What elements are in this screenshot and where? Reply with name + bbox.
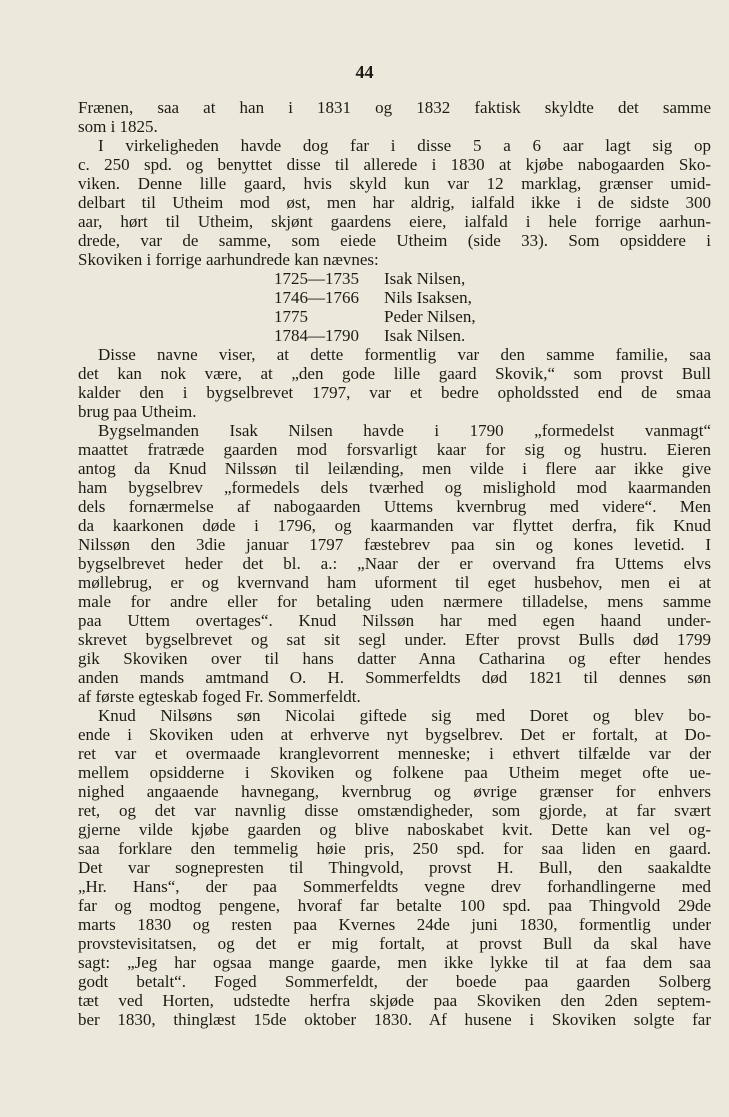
text-line: viken. Denne lille gaard, hvis skyld kun var 12 marklag, grænser umid- bbox=[78, 174, 711, 193]
text-line: gjerne vilde kjøbe gaarden og blive naboskabet kvit. Dette kan vel og- bbox=[78, 820, 711, 839]
paragraph-start-line: Disse navne viser, at dette formentlig var den samme familie, saa bbox=[98, 345, 711, 364]
text-line: nighed angaaende havnegang, kvernbrug og øvrige grænser for enhvers bbox=[78, 782, 711, 801]
page-number: 44 bbox=[355, 62, 374, 82]
text-line: ber 1830, thinglæst 15de oktober 1830. Af husene i Skoviken solgte far bbox=[78, 1010, 711, 1029]
text-line: gik Skoviken over til hans datter Anna Catharina og efter hendes bbox=[78, 649, 711, 668]
text-line: Nilssøn den 3die januar 1797 fæstebrev paa sin og kones levetid. I bbox=[78, 535, 711, 554]
owner-name: Peder Nilsen, bbox=[384, 307, 476, 326]
owner-name: Isak Nilsen, bbox=[384, 269, 466, 288]
text-line: møllebrug, er og kvernvand ham uforment til eget husbehov, men ei at bbox=[78, 573, 711, 592]
owner-entry bbox=[78, 307, 711, 326]
text-line: provstevisitatsen, og det er mig fortalt, at provst Bull da skal have bbox=[78, 934, 711, 953]
text-line: far og modtog pengene, hvoraf far betalte 100 spd. paa Thingvold 29de bbox=[78, 896, 711, 915]
text-line: Det var sognepresten til Thingvold, provst H. Bull, den saakaldte bbox=[78, 858, 711, 877]
text-line: male for andre eller for betaling uden nærmere tilladelse, mens samme bbox=[78, 592, 711, 611]
owner-entry bbox=[78, 269, 711, 288]
owner-years: 1775 bbox=[274, 307, 308, 326]
text-line: mellem opsidderne i Skoviken og folkene paa Utheim meget ofte ue- bbox=[78, 763, 711, 782]
owner-entry bbox=[78, 326, 711, 345]
text-line: dels fornærmelse af nabogaarden Uttems kvernbrug med videre“. Men bbox=[78, 497, 711, 516]
text-line: Skoviken i forrige aarhundrede kan nævnes: bbox=[78, 250, 379, 269]
text-line: bygselbrevet heder det bl. a.: „Naar der er overvand fra Uttems elvs bbox=[78, 554, 711, 573]
text-line: sagt: „Jeg har ogsaa mange gaarde, men ikke lykke til at faa dem saa bbox=[78, 953, 711, 972]
body-text bbox=[78, 98, 711, 1029]
text-line: ende i Skoviken uden at erhverve nyt bygselbrev. Det er fortalt, at Do- bbox=[78, 725, 711, 744]
owner-entry bbox=[78, 288, 711, 307]
paragraph-start-line: Knud Nilsøns søn Nicolai giftede sig med Doret og blev bo- bbox=[98, 706, 711, 725]
text-line: godt betalt“. Foged Sommerfeldt, der boede paa gaarden Solberg bbox=[78, 972, 711, 991]
owner-name: Isak Nilsen. bbox=[384, 326, 466, 345]
paragraph-start-line: I virkeligheden havde dog far i disse 5 a 6 aar lagt sig op bbox=[98, 136, 711, 155]
owner-years: 1725—1735 bbox=[274, 269, 359, 288]
text-line: kalder den i bygselbrevet 1797, var et bedre opholdssted end de smaa bbox=[78, 383, 711, 402]
text-line: da kaarkonen døde i 1796, og kaarmanden var flyttet derfra, fik Knud bbox=[78, 516, 711, 535]
text-line: c. 250 spd. og benyttet disse til allerede i 1830 at kjøbe nabogaarden Sko- bbox=[78, 155, 711, 174]
owners-list bbox=[78, 269, 711, 345]
owner-years: 1784—1790 bbox=[274, 326, 359, 345]
text-line: tæt ved Horten, udstedte herfra skjøde paa Skoviken den 2den septem- bbox=[78, 991, 711, 1010]
paragraph-start-line: Bygselmanden Isak Nilsen havde i 1790 „formedelst vanmagt“ bbox=[98, 421, 711, 440]
text-line: delbart til Utheim mod øst, men har aldrig, ialfald ikke i de sidste 300 bbox=[78, 193, 711, 212]
owner-name: Nils Isaksen, bbox=[384, 288, 472, 307]
text-line: aar, hørt til Utheim, skjønt gaardens eiere, ialfald i hele forrige aarhun- bbox=[78, 212, 711, 231]
text-line: brug paa Utheim. bbox=[78, 402, 197, 421]
text-line: maattet fratræde gaarden mod forsvarligt kaar for sig og hustru. Eieren bbox=[78, 440, 711, 459]
text-line: som i 1825. bbox=[78, 117, 158, 136]
text-line: ret, og det var navnlig disse omstændigheder, som gjorde, at far svært bbox=[78, 801, 711, 820]
owner-years: 1746—1766 bbox=[274, 288, 359, 307]
text-line: marts 1830 og resten paa Kvernes 24de juni 1830, formentlig under bbox=[78, 915, 711, 934]
text-line: saa forklare den temmelig høie pris, 250 spd. for saa liden en gaard. bbox=[78, 839, 711, 858]
text-line: det kan nok være, at „den gode lille gaard Skovik,“ som provst Bull bbox=[78, 364, 711, 383]
text-line: drede, var de samme, som eiede Utheim (side 33). Som opsiddere i bbox=[78, 231, 711, 250]
text-line: antog da Knud Nilssøn til leilænding, men vilde i flere aar ikke give bbox=[78, 459, 711, 478]
text-line: ret var et overmaade kranglevorrent menneske; i ethvert tilfælde var der bbox=[78, 744, 711, 763]
text-line: „Hr. Hans“, der paa Sommerfeldts vegne drev forhandlingerne med bbox=[78, 877, 711, 896]
text-line: Frænen, saa at han i 1831 og 1832 faktisk skyldte det samme bbox=[78, 98, 711, 117]
text-line: af første egteskab foged Fr. Sommerfeldt. bbox=[78, 687, 361, 706]
text-line: skrevet bygselbrevet og sat sit segl under. Efter provst Bulls død 1799 bbox=[78, 630, 711, 649]
text-line: ham bygselbrev „formedels dels tværhed og mislighold mod kaarmanden bbox=[78, 478, 711, 497]
text-line: anden mands amtmand O. H. Sommerfeldts død 1821 til dennes søn bbox=[78, 668, 711, 687]
text-line: paa Uttem overtages“. Knud Nilssøn har med egen haand under- bbox=[78, 611, 711, 630]
